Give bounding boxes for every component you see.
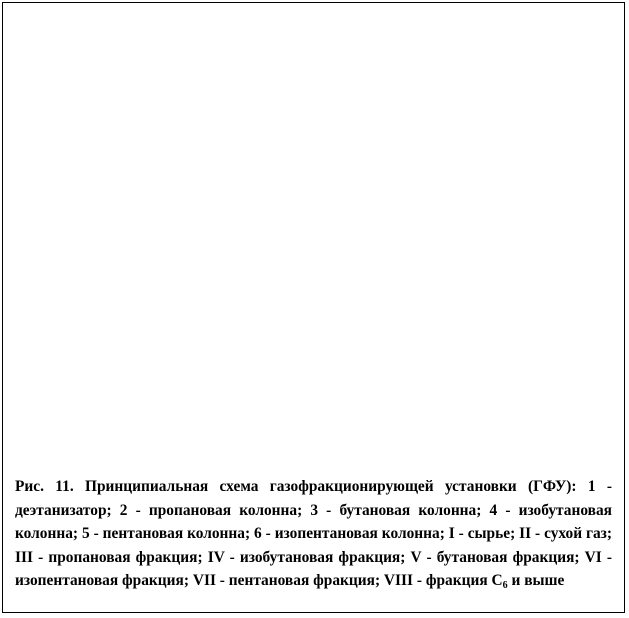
figure-frame bbox=[2, 2, 625, 613]
figure-caption bbox=[15, 475, 612, 593]
caption-subscript: 6 bbox=[502, 580, 508, 591]
caption-text-end: и выше bbox=[507, 572, 565, 589]
figure-image-area bbox=[11, 11, 616, 466]
caption-text: Рис. 11. Принципиальная схема газофракционирующей установки (ГФУ): 1 - деэтанизатор; 2 - пропановая колонна; 3 - бутановая колонна; 4 - изобутановая колонна; 5 - пентановая колонна; 6 - изопентановая колонна; I - сырье; II - сухой газ; III - пропановая фракция; IV - изобутановая фракция; V - бутановая фракция; VI - изопентановая фракция; VII - пентановая фракция; VIII - фракция С bbox=[15, 478, 612, 589]
